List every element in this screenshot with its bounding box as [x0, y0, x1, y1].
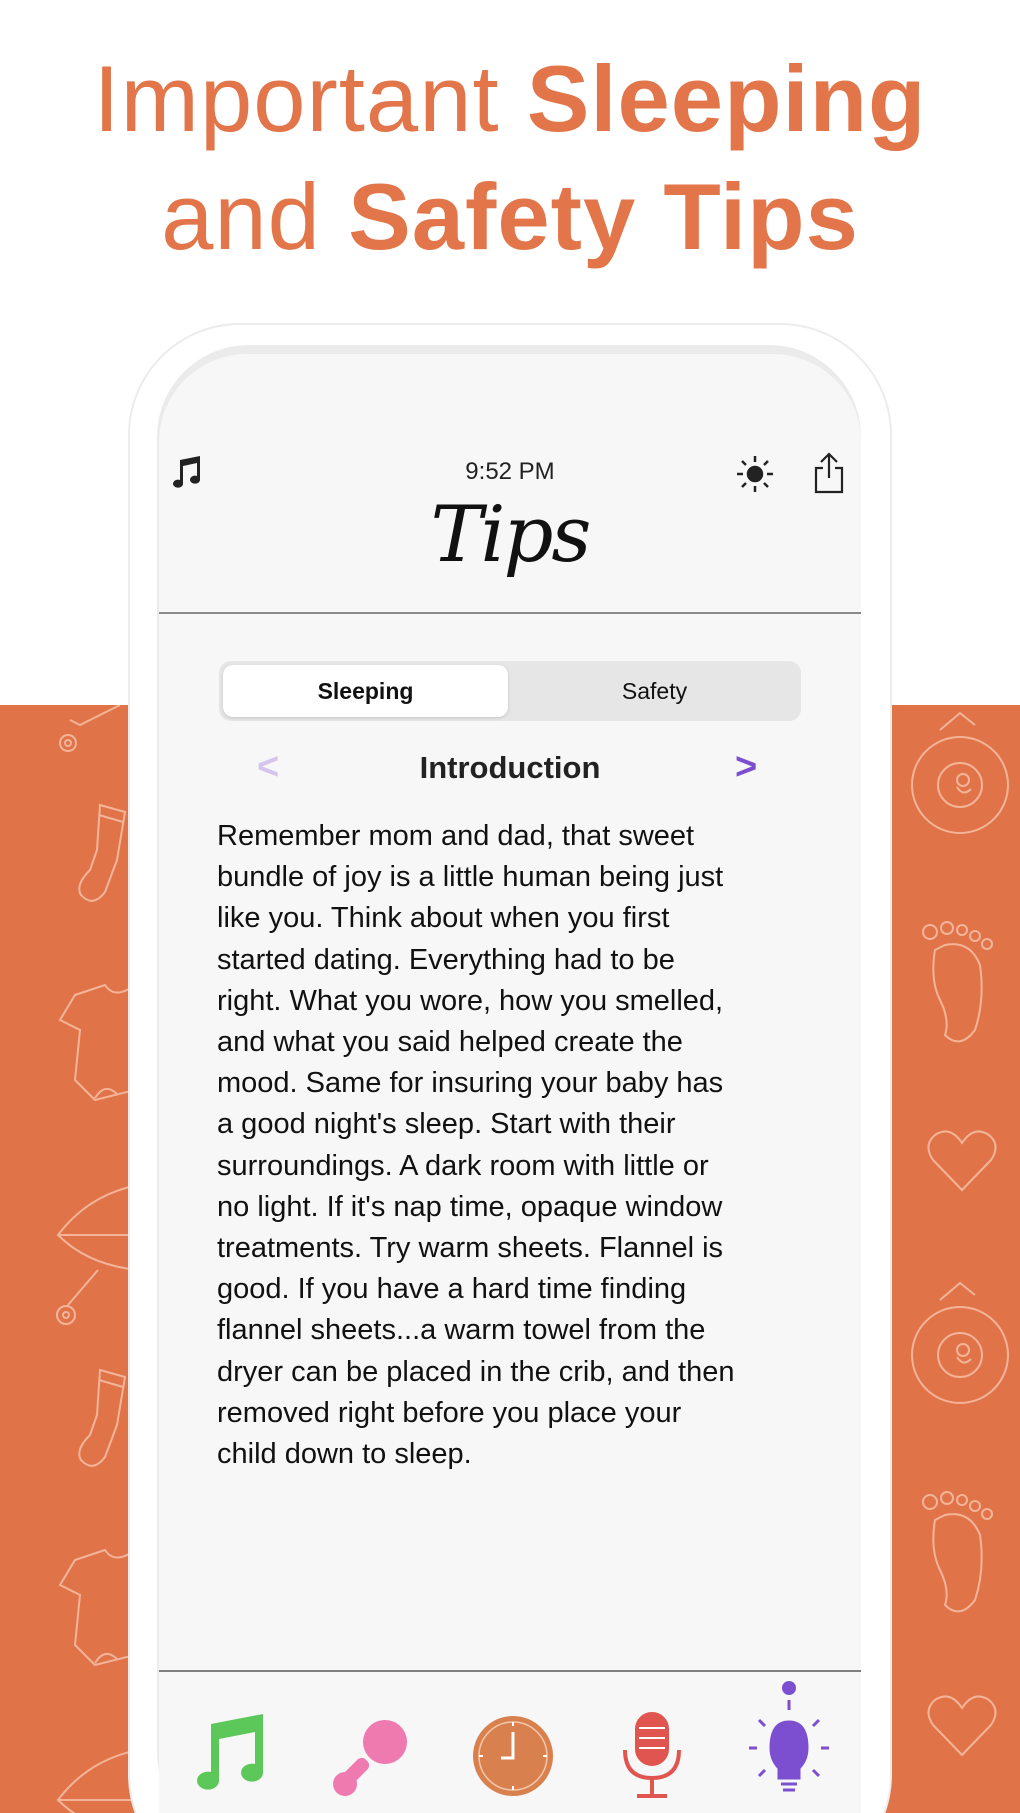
stroller-pattern-icon: [48, 1740, 138, 1813]
tab-clock[interactable]: [445, 1672, 585, 1813]
onesie-pattern-icon: [55, 970, 135, 1110]
stroller-pattern-icon: [48, 1175, 138, 1345]
tab-tips[interactable]: [721, 1672, 861, 1813]
page-title: Tips: [430, 490, 590, 580]
previous-tip-button[interactable]: <: [257, 746, 280, 788]
footprint-pattern-icon: [915, 920, 1005, 1050]
headline-line-1: Important Sleeping: [93, 46, 927, 151]
lightbulb-tab-icon: [741, 1680, 837, 1800]
segment-sleeping[interactable]: Sleeping: [223, 665, 508, 717]
heart-pattern-icon: [925, 1690, 1000, 1760]
app-screen: [159, 354, 861, 1813]
header-divider: [159, 612, 861, 614]
tab-music[interactable]: [165, 1672, 305, 1813]
sleeping-safety-segmented-control: [219, 661, 801, 721]
onesie-pattern-icon: [55, 1535, 135, 1675]
segment-safety[interactable]: Safety: [621, 677, 688, 704]
headline-line-2: and Safety Tips: [161, 164, 859, 269]
rattle-tab-icon: [329, 1716, 413, 1800]
music-tab-icon: [185, 1710, 269, 1794]
brightness-icon[interactable]: [735, 454, 775, 494]
sock-pattern-icon: [75, 1365, 135, 1475]
sock-pattern-icon: [75, 800, 135, 910]
stroller-pattern-icon: [50, 705, 130, 765]
share-icon[interactable]: [811, 450, 847, 494]
clock-tab-icon: [471, 1714, 555, 1798]
tip-body-text: Remember mom and dad, that sweet bundle of joy is a little human being just like you. Think about when you first started dating. Everything had to be right. What you wore, how you smelled, and what you said helped create the mood. Same for insuring your baby has a good night's sleep. Start with their surroundings. A dark room with little or no light. If it's nap time, opaque window treatments. Try warm sheets. Flannel is good. If you have a hard time finding flannel sheets...a warm towel from the dryer can be placed in the crib, and then removed right before you place your child down to sleep.: [217, 820, 735, 1471]
status-time: 9:52 PM: [465, 458, 555, 485]
tab-microphone[interactable]: [585, 1672, 725, 1813]
next-tip-button[interactable]: >: [735, 746, 758, 788]
headline: [0, 40, 1020, 276]
tab-rattle[interactable]: [305, 1672, 445, 1813]
footprint-pattern-icon: [915, 1490, 1005, 1620]
tip-section-title: Introduction: [419, 750, 601, 785]
bib-pattern-icon: [905, 705, 1015, 845]
tab-bar: [159, 1672, 861, 1813]
bib-pattern-icon: [905, 1275, 1015, 1415]
microphone-tab-icon: [617, 1710, 687, 1800]
heart-pattern-icon: [925, 1125, 1000, 1195]
